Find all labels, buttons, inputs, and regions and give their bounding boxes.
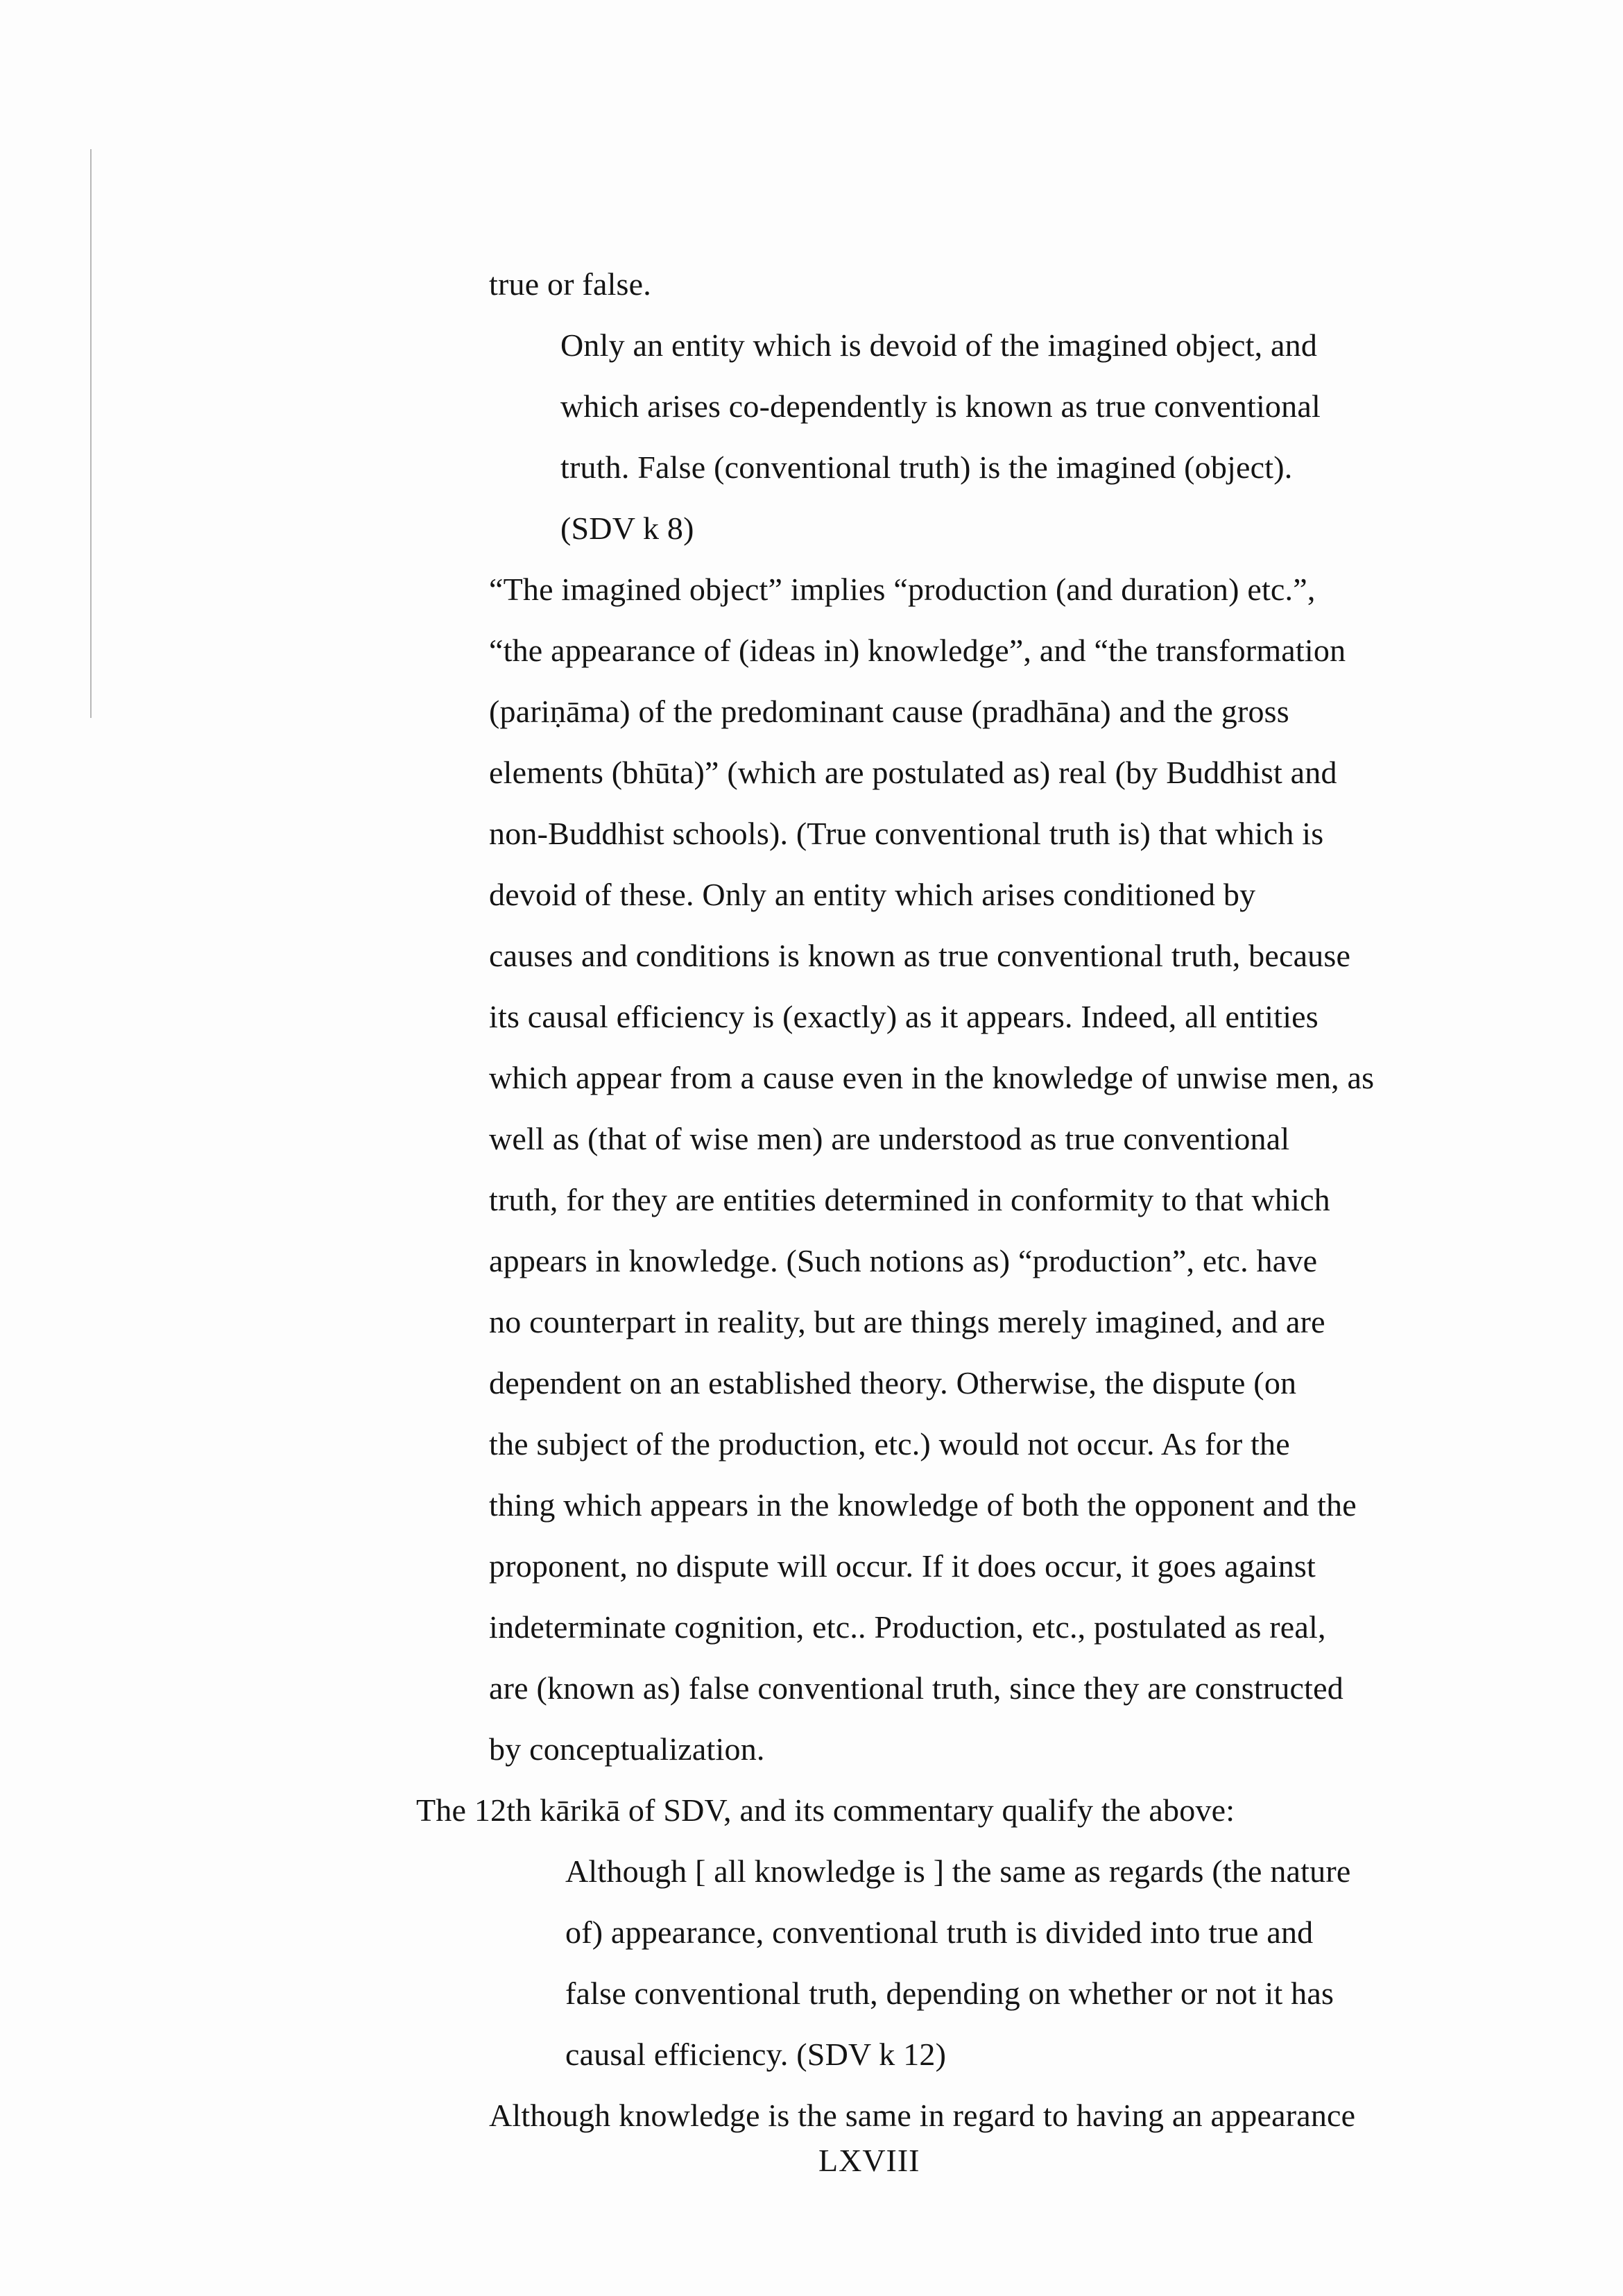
text-line: well as (that of wise men) are understood as true conventional [489, 1121, 1290, 1156]
text-line: causes and conditions is known as true conventional truth, because [489, 938, 1351, 973]
text-line: proponent, no dispute will occur. If it does occur, it goes against [489, 1548, 1316, 1584]
text-line: which appear from a cause even in the knowledge of unwise men, as [489, 1060, 1375, 1095]
text-line: its causal efficiency is (exactly) as it appears. Indeed, all entities [489, 999, 1319, 1034]
quote-citation: causal efficiency. (SDV k 12) [565, 2037, 947, 2072]
page-number: LXVIII [818, 2143, 920, 2178]
text-line: the subject of the production, etc.) would not occur. As for the [489, 1426, 1290, 1462]
text-line: true or false. [489, 266, 651, 302]
text-line: elements (bhūta)” (which are postulated as) real (by Buddhist and [489, 755, 1337, 790]
quote-line: false conventional truth, depending on whether or not it has [565, 1976, 1334, 2011]
text-line: “the appearance of (ideas in) knowledge”, and “the transformation [489, 633, 1346, 668]
text-line: are (known as) false conventional truth, since they are constructed [489, 1670, 1343, 1706]
text-line: truth, for they are entities determined in conformity to that which [489, 1182, 1330, 1217]
scan-margin-line [90, 149, 92, 718]
text-line: indeterminate cognition, etc.. Production, etc., postulated as real, [489, 1609, 1326, 1645]
text-line: appears in knowledge. (Such notions as) “production”, etc. have [489, 1243, 1318, 1278]
quote-citation: (SDV k 8) [560, 511, 694, 546]
quote-line: Although [ all knowledge is ] the same as regards (the nature [565, 1853, 1351, 1889]
text-line: by conceptualization. [489, 1731, 765, 1767]
quote-line: of) appearance, conventional truth is divided into true and [565, 1914, 1314, 1950]
text-line: (pariṇāma) of the predominant cause (pradhāna) and the gross [489, 694, 1289, 729]
quote-line: which arises co-dependently is known as true conventional [560, 388, 1321, 424]
quote-line: truth. False (conventional truth) is the imagined (object). [560, 449, 1293, 485]
text-line: Although knowledge is the same in regard to having an appearance [489, 2098, 1356, 2133]
text-line: no counterpart in reality, but are things merely imagined, and are [489, 1304, 1325, 1339]
text-line: non-Buddhist schools). (True conventional truth is) that which is [489, 816, 1324, 851]
text-line: The 12th kārikā of SDV, and its commentary qualify the above: [416, 1792, 1235, 1828]
quote-line: Only an entity which is devoid of the imagined object, and [560, 327, 1318, 363]
text-line: “The imagined object” implies “production (and duration) etc.”, [489, 572, 1316, 607]
text-line: thing which appears in the knowledge of both the opponent and the [489, 1487, 1357, 1523]
text-line: devoid of these. Only an entity which arises conditioned by [489, 877, 1256, 912]
text-line: dependent on an established theory. Otherwise, the dispute (on [489, 1365, 1297, 1400]
